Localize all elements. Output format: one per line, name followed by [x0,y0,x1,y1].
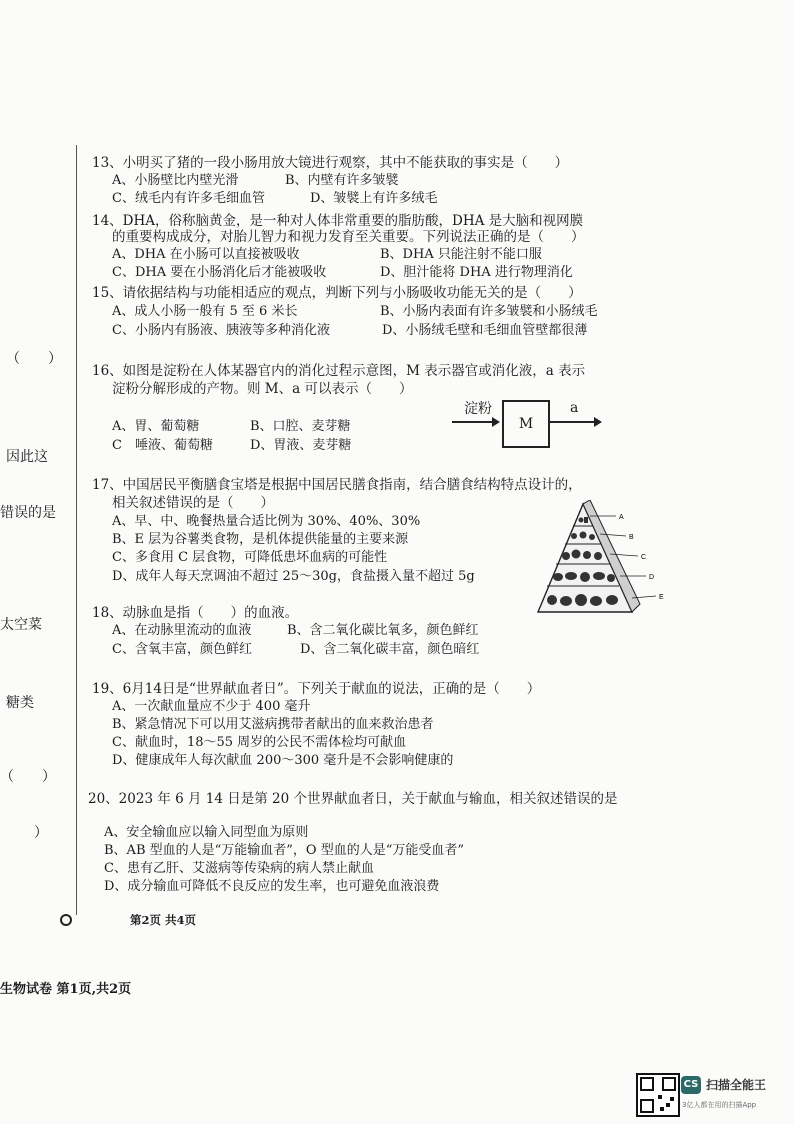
option-d: D、胆汁能将 DHA 进行物理消化 [380,265,573,280]
option-b: B、内壁有许多皱襞 [285,173,399,188]
question-stem: 20、2023 年 6 月 14 日是第 20 个世界献血者日，关于献血与输血，相关叙述错误的是 [88,791,618,807]
question-stem: 13、小明买了猪的一段小肠用放大镜进行观察，其中不能获取的事实是（ ） [92,155,569,171]
option-c: C、多食用 C 层食物，可降低患坏血病的可能性 [112,550,388,565]
scanner-app-name: 扫描全能王 [706,1078,767,1092]
option-c: C、小肠内有肠液、胰液等多种消化液 [112,323,330,338]
option-a: A、DHA 在小肠可以直接被吸收 [112,247,300,262]
option-d: D、成年人每天烹调油不超过 25～30g，食盐摄入量不超过 5g [112,569,475,584]
diagram-box-m: M [502,400,550,448]
option-c: C、含氧丰富，颜色鲜红 [112,642,252,657]
option-b: B、E 层为谷薯类食物，是机体提供能量的主要来源 [112,532,409,547]
pyramid-label-c: C [641,554,647,561]
option-a: A、一次献血量应不少于 400 毫升 [112,699,311,714]
option-d: D、含二氧化碳丰富，颜色暗红 [300,642,480,657]
question-stem: 19、6月14日是“世界献血者日”。下列关于献血的说法，正确的是（ ） [92,681,541,697]
pyramid-label-a: A [619,514,624,521]
option-a: A、在动脉里流动的血液 [112,623,252,638]
left-fragment: 糖类 [6,695,34,711]
option-b: B、紧急情况下可以用艾滋病携带者献出的血来救治患者 [112,717,434,732]
option-d: D、胃液、麦芽糖 [250,438,352,453]
left-fragment: ） [34,825,48,841]
qr-code-icon [636,1073,680,1117]
left-fragment: 太空菜 [0,617,42,633]
question-stem: 18、动脉血是指（ ）的血液。 [92,605,299,621]
option-d: D、皱襞上有许多绒毛 [310,191,438,206]
camscanner-logo-icon: CS [681,1076,701,1094]
option-b: B、含二氧化碳比氧多，颜色鲜红 [287,623,479,638]
left-fragment: 因此这 [6,449,48,465]
left-fragment: （ ） [6,351,62,367]
option-c: C、DHA 要在小肠消化后才能被吸收 [112,265,327,280]
question-stem: 14、DHA，俗称脑黄金，是一种对人体非常重要的脂肪酸，DHA 是大脑和视网膜 [92,213,584,229]
option-a: A、安全输血应以输入同型血为原则 [104,825,309,840]
option-d: D、小肠绒毛壁和毛细血管壁都很薄 [382,323,588,338]
question-stem: 16、如图是淀粉在人体某器官内的消化过程示意图，M 表示器官或消化液，a 表示 [92,363,586,379]
pyramid-label-b: B [629,534,634,541]
left-fragment: （ ） [0,769,56,785]
question-stem: 17、中国居民平衡膳食宝塔是根据中国居民膳食指南，结合膳食结构特点设计的， [92,477,582,493]
left-fragment: 错误的是 [0,505,56,521]
option-b: B、小肠内表面有许多皱襞和小肠绒毛 [380,304,598,319]
option-a: A、早、中、晚餐热量合适比例为 30%、40%、30% [112,514,421,529]
option-d: D、健康成年人每次献血 200～300 毫升是不会影响健康的 [112,753,454,768]
food-pyramid-figure [528,500,678,618]
pyramid-label-d: D [649,574,655,581]
binding-margin-line [76,145,77,915]
option-b: B、AB 型血的人是“万能输血者”，O 型血的人是“万能受血者” [104,843,465,858]
option-c: C、患有乙肝、艾滋病等传染病的病人禁止献血 [104,861,374,876]
question-stem: 的重要构成成分，对胎儿智力和视力发育至关重要。下列说法正确的是（ ） [112,229,585,245]
option-b: B、口腔、麦芽糖 [250,419,351,434]
option-b: B、DHA 只能注射不能口服 [380,247,542,262]
option-d: D、成分输血可降低不良反应的发生率，也可避免血液浪费 [104,879,440,894]
page-number: 第2页 共4页 [130,913,197,927]
diagram-output-label: a [570,400,579,416]
arrow-icon [550,421,596,423]
scanner-app-tagline: 3亿人都在用的扫描App [682,1101,757,1109]
diagram-input-label: 淀粉 [464,401,492,417]
option-c: C 唾液、葡萄糖 [112,438,213,453]
option-c: C、献血时，18～55 周岁的公民不需体检均可献血 [112,735,407,750]
option-a: A、成人小肠一般有 5 至 6 米长 [112,304,298,319]
arrow-icon [452,421,494,423]
option-c: C、绒毛内有许多毛细血管 [112,191,265,206]
option-a: A、小肠壁比内壁光滑 [112,173,239,188]
binding-hole-icon [60,914,72,926]
option-a: A、胃、葡萄糖 [112,419,200,434]
question-stem: 15、请依据结构与功能相适应的观点，判断下列与小肠吸收功能无关的是（ ） [92,285,582,301]
pyramid-label-e: E [659,594,664,601]
question-stem: 相关叙述错误的是（ ） [112,495,274,511]
question-stem: 淀粉分解形成的产物。则 M、a 可以表示（ ） [112,381,413,397]
outer-page-footer: 生物试卷 第1页,共2页 [0,982,132,997]
